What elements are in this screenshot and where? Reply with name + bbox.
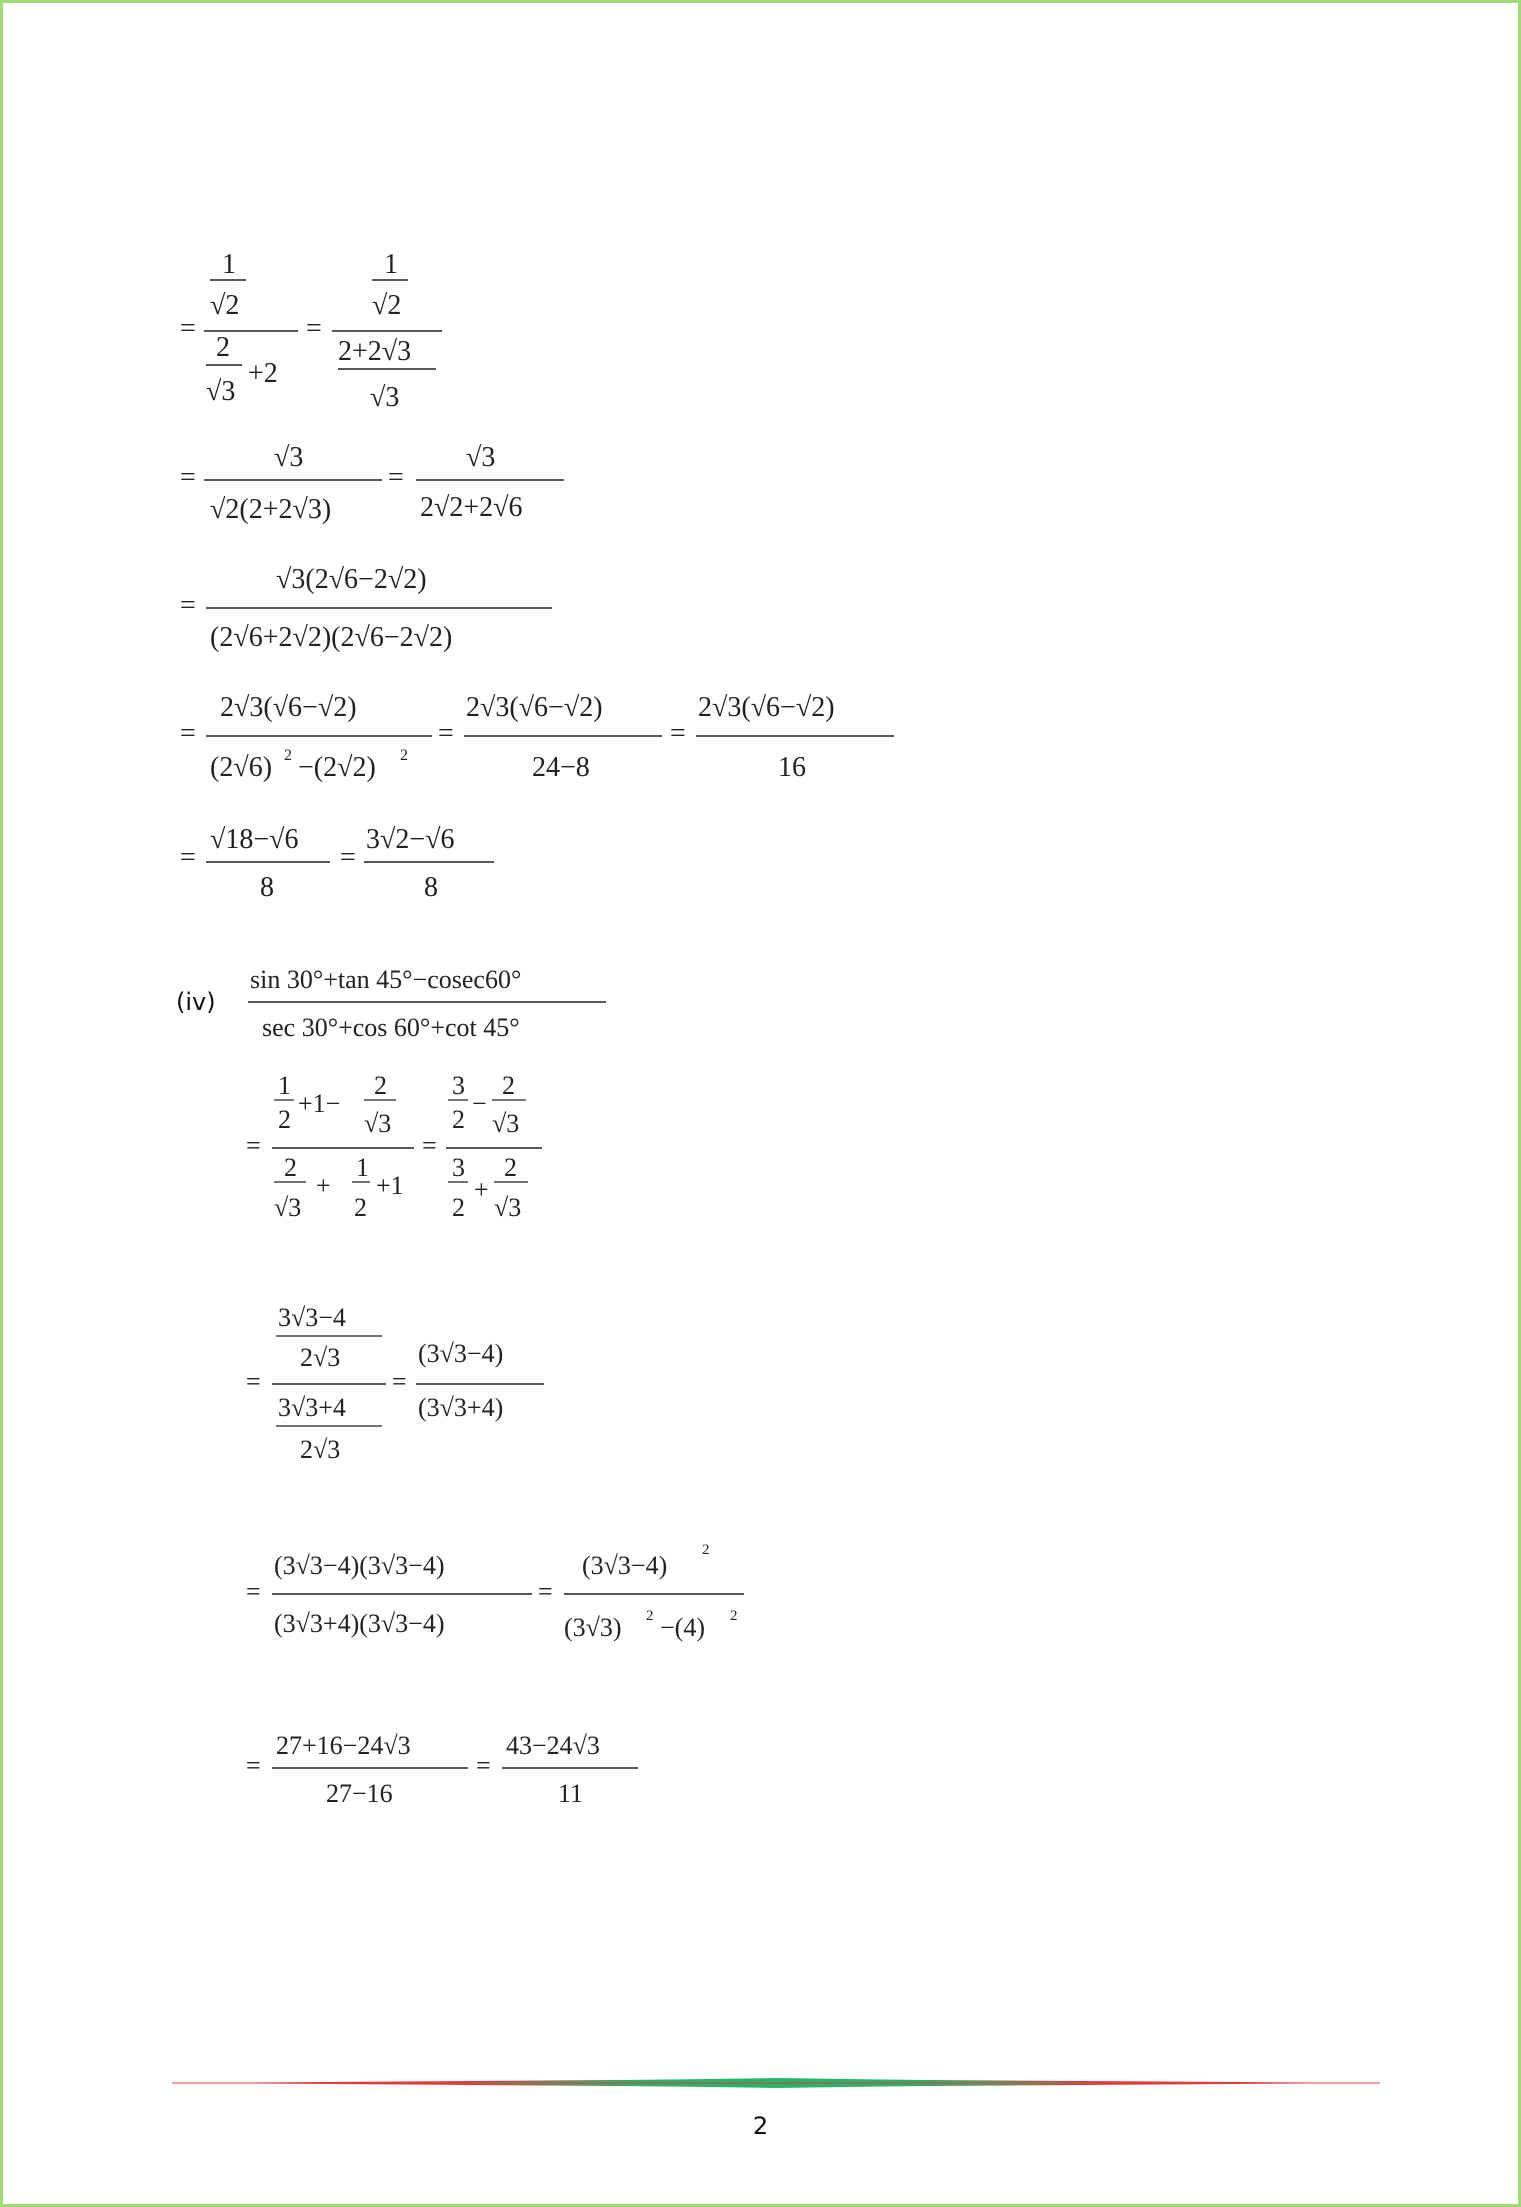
svg-text:(3√3−4): (3√3−4) bbox=[582, 1551, 668, 1580]
footer-rule bbox=[172, 2076, 1380, 2090]
svg-text:+1−: +1− bbox=[298, 1089, 341, 1118]
svg-text:2: 2 bbox=[354, 1193, 367, 1222]
svg-text:=: = bbox=[388, 462, 404, 493]
svg-text:2: 2 bbox=[400, 747, 408, 764]
math-step-b2 bbox=[246, 1302, 566, 1472]
svg-text:√3: √3 bbox=[206, 376, 236, 407]
svg-text:=: = bbox=[180, 718, 196, 749]
math-step-a3 bbox=[180, 556, 580, 666]
svg-text:2: 2 bbox=[216, 332, 230, 363]
svg-text:√3(2√6−2√2): √3(2√6−2√2) bbox=[276, 564, 427, 595]
svg-text:+1: +1 bbox=[376, 1171, 404, 1200]
svg-text:2: 2 bbox=[702, 1542, 710, 1558]
svg-text:2√3: 2√3 bbox=[300, 1435, 341, 1464]
page-number: 2 bbox=[752, 2112, 769, 2140]
math-step-a4 bbox=[180, 680, 920, 800]
svg-text:(3√3+4)(3√3−4): (3√3+4)(3√3−4) bbox=[274, 1609, 445, 1638]
svg-text:2: 2 bbox=[502, 1071, 515, 1100]
svg-text:2√3(√6−√2): 2√3(√6−√2) bbox=[698, 692, 835, 723]
math-step-b4 bbox=[246, 1722, 666, 1822]
svg-text:=: = bbox=[180, 462, 196, 493]
svg-text:−(4): −(4) bbox=[660, 1613, 705, 1642]
svg-text:2: 2 bbox=[284, 1153, 297, 1182]
svg-text:2√3: 2√3 bbox=[300, 1343, 341, 1372]
svg-text:(3√3): (3√3) bbox=[564, 1613, 622, 1642]
svg-text:√3: √3 bbox=[492, 1109, 520, 1138]
svg-text:√3: √3 bbox=[370, 382, 400, 413]
svg-text:2+2√3: 2+2√3 bbox=[338, 336, 412, 367]
svg-text:=: = bbox=[180, 590, 196, 621]
math-problem-iv bbox=[246, 960, 616, 1060]
svg-text:−(2√2): −(2√2) bbox=[298, 752, 376, 783]
svg-text:√3: √3 bbox=[494, 1193, 522, 1222]
svg-text:√3: √3 bbox=[274, 442, 304, 473]
svg-text:=: = bbox=[438, 718, 454, 749]
svg-text:=: = bbox=[340, 842, 356, 873]
math-step-b3 bbox=[246, 1536, 776, 1656]
svg-text:=: = bbox=[246, 1751, 261, 1780]
svg-text:(3√3−4): (3√3−4) bbox=[418, 1339, 504, 1368]
svg-text:=: = bbox=[670, 718, 686, 749]
svg-text:3√3+4: 3√3+4 bbox=[278, 1393, 346, 1422]
math-step-a5 bbox=[180, 816, 520, 916]
svg-text:=: = bbox=[180, 313, 196, 344]
svg-text:=: = bbox=[422, 1131, 437, 1160]
svg-text:8: 8 bbox=[260, 872, 274, 903]
svg-text:+: + bbox=[474, 1175, 489, 1204]
svg-text:2: 2 bbox=[284, 747, 292, 764]
svg-text:3√3−4: 3√3−4 bbox=[278, 1303, 346, 1332]
svg-text:3√2−√6: 3√2−√6 bbox=[366, 824, 455, 855]
svg-text:(3√3+4): (3√3+4) bbox=[418, 1393, 504, 1422]
svg-text:=: = bbox=[538, 1577, 553, 1606]
svg-text:(3√3−4)(3√3−4): (3√3−4)(3√3−4) bbox=[274, 1551, 445, 1580]
svg-text:=: = bbox=[392, 1367, 407, 1396]
svg-text:2: 2 bbox=[730, 1608, 738, 1624]
svg-text:27+16−24√3: 27+16−24√3 bbox=[276, 1731, 411, 1760]
svg-text:√2: √2 bbox=[210, 290, 240, 321]
svg-text:−: − bbox=[472, 1089, 487, 1118]
svg-text:2√3(√6−√2): 2√3(√6−√2) bbox=[466, 692, 603, 723]
svg-text:√2: √2 bbox=[372, 290, 402, 321]
svg-text:√3: √3 bbox=[466, 442, 496, 473]
svg-text:1: 1 bbox=[384, 249, 398, 280]
svg-text:24−8: 24−8 bbox=[532, 752, 590, 783]
svg-text:2: 2 bbox=[452, 1193, 465, 1222]
svg-text:3: 3 bbox=[452, 1153, 465, 1182]
svg-text:27−16: 27−16 bbox=[326, 1779, 393, 1808]
svg-text:11: 11 bbox=[558, 1779, 584, 1808]
svg-text:√18−√6: √18−√6 bbox=[210, 824, 299, 855]
svg-text:=: = bbox=[246, 1131, 261, 1160]
svg-text:1: 1 bbox=[222, 249, 236, 280]
svg-text:=: = bbox=[476, 1751, 491, 1780]
math-step-b1 bbox=[246, 1070, 566, 1240]
svg-text:1: 1 bbox=[356, 1153, 369, 1182]
svg-text:2√3(√6−√2): 2√3(√6−√2) bbox=[220, 692, 357, 723]
svg-text:=: = bbox=[246, 1577, 261, 1606]
math-step-a1 bbox=[180, 248, 470, 428]
svg-text:√3: √3 bbox=[364, 1109, 392, 1138]
svg-text:2√2+2√6: 2√2+2√6 bbox=[420, 492, 523, 523]
svg-text:√2(2+2√3): √2(2+2√3) bbox=[210, 494, 332, 525]
svg-text:8: 8 bbox=[424, 872, 438, 903]
part-label: (iv) bbox=[176, 988, 216, 1016]
svg-text:16: 16 bbox=[778, 752, 806, 783]
svg-text:+: + bbox=[316, 1171, 331, 1200]
svg-text:2: 2 bbox=[278, 1105, 291, 1134]
svg-text:(2√6): (2√6) bbox=[210, 752, 273, 783]
svg-text:√3: √3 bbox=[274, 1193, 302, 1222]
svg-text:=: = bbox=[180, 842, 196, 873]
svg-text:2: 2 bbox=[646, 1608, 654, 1624]
svg-text:=: = bbox=[246, 1367, 261, 1396]
svg-text:1: 1 bbox=[278, 1071, 291, 1100]
svg-text:2: 2 bbox=[374, 1071, 387, 1100]
svg-text:=: = bbox=[306, 313, 322, 344]
svg-text:2: 2 bbox=[504, 1153, 517, 1182]
svg-text:43−24√3: 43−24√3 bbox=[506, 1731, 600, 1760]
svg-text:2: 2 bbox=[452, 1105, 465, 1134]
svg-text:3: 3 bbox=[452, 1071, 465, 1100]
svg-text:(2√6+2√2)(2√6−2√2): (2√6+2√2)(2√6−2√2) bbox=[210, 622, 453, 653]
svg-text:+2: +2 bbox=[248, 358, 278, 389]
svg-text:sec 30°+cos 60°+cot 45°: sec 30°+cos 60°+cot 45° bbox=[262, 1013, 520, 1042]
svg-text:sin 30°+tan 45°−cosec60°: sin 30°+tan 45°−cosec60° bbox=[250, 965, 522, 994]
math-step-a2 bbox=[180, 436, 580, 536]
